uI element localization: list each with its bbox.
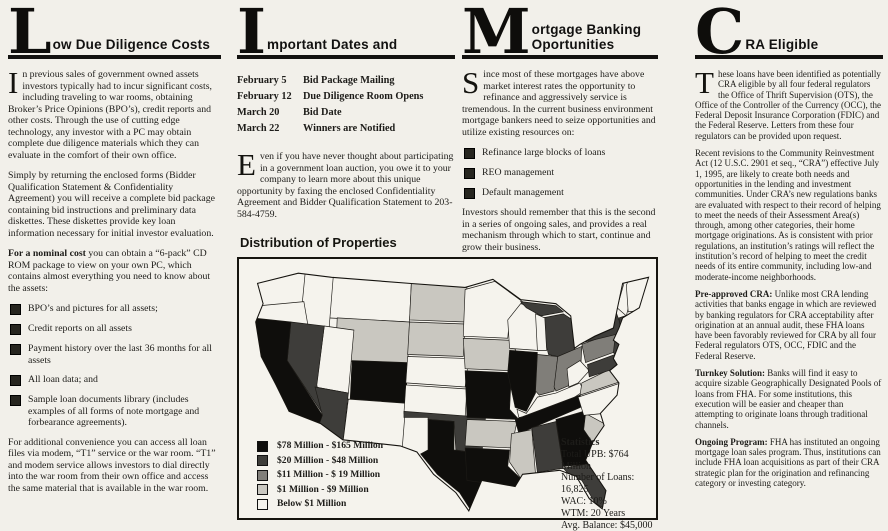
legend-label: $20 Million - $48 Million (277, 454, 379, 466)
date-event: Due Diligence Room Opens (303, 91, 424, 102)
col4-paragraph-5-text: FHA has instituted an ongoing mortgage loan sales program. Thus, institutions can include FHA loan acquisitions as part of their CRA strategic plan for the origination and refinancing category or investing category. (695, 436, 881, 488)
drop-cap-E: E (237, 147, 256, 182)
lake-michigan (536, 314, 547, 351)
legend-row (257, 498, 383, 511)
bullet-text: Refinance large blocks of loans (482, 147, 606, 158)
stat-number-of-loans: Number of Loans: 16,825 (561, 472, 635, 496)
column2-header (237, 0, 455, 69)
legend-swatch-20-48 (257, 455, 268, 466)
col1-paragraph-1-text: n previous sales of government owned assets investors typically had to incur significant costs, including traveling to war rooms, obtaining Broker’s Price Opinions (BPO’s), credit reports and other costs. Through the use of cutting edge technology, any investor with a PC may obtain complete due diligence materials which they can evaluate in the comfort of their own office. (8, 69, 212, 161)
col1-paragraph-3-text: you can obtain a “6-pack” CD ROM package to view on your own PC, which contains almost everything you need to know about the assets: (8, 248, 211, 294)
date-event: Winners are Notified (303, 123, 396, 134)
legend-row (257, 484, 383, 497)
list-item (10, 374, 221, 386)
date-event: Bid Date (303, 107, 342, 118)
state-IL (508, 350, 538, 411)
bullet-text: Payment history over the last 36 months for all assets (28, 343, 212, 366)
date-row (237, 75, 455, 87)
legend-swatch-78-165 (257, 441, 268, 452)
legend-swatch-below-1 (257, 499, 268, 510)
stat-total-upb: Total UPB: $764 Million (561, 448, 629, 472)
square-bullet-icon (10, 375, 21, 386)
legend-swatch-1-9 (257, 484, 268, 495)
state-SD (408, 322, 465, 357)
date-row (237, 91, 455, 103)
header-drop-cap-I: I (237, 0, 265, 69)
date-row (237, 123, 455, 135)
legend-row (257, 440, 383, 453)
square-bullet-icon (10, 324, 21, 335)
date-label: March 20 (237, 107, 280, 118)
col4-paragraph-4-text: Banks will find it easy to acquire sizable Geographically Designated Pools of loans from FHA. For some institutions, this execution will be easier and cheaper than attempting to originate loans through traditional channels. (695, 368, 882, 430)
list-item (464, 147, 658, 159)
legend-label: $11 Million - $ 19 Million (277, 469, 381, 480)
legend-label: Below $1 Million (277, 498, 347, 509)
column3-title (532, 22, 642, 55)
statistics-block (561, 437, 656, 531)
bullet-text: Credit reports on all assets (28, 323, 132, 334)
bullet-text: BPO’s and pictures for all assets; (28, 303, 158, 314)
square-bullet-icon (464, 148, 475, 159)
header-drop-cap-C: C (695, 0, 743, 69)
col4-paragraph-1 (695, 65, 883, 141)
list-item (10, 323, 221, 335)
col1-paragraph-2: Simply by returning the enclosed forms (Bidder Qualification Statement & Confidentiality Agreement) you will receive a complete bid package containing bid instructions and preliminary data diskettes. These diskettes provide key loan information necessary for initial investor evaluation. (8, 170, 216, 239)
column-cra-eligible (695, 0, 883, 495)
date-label: March 22 (237, 123, 280, 134)
date-row (237, 107, 455, 119)
map-title: Distribution of Properties (240, 235, 397, 250)
col1-paragraph-3-lead: For a nominal cost (8, 248, 86, 259)
col3-paragraph-1-text: ince most of these mortgages have above market interest rates the opportunity to refinance and aggressively service is tremendous. In the current business environment mortgage bankers need to seize opportunities and utilize existing resources on: (462, 69, 656, 138)
header-drop-cap-M: M (462, 0, 529, 69)
col4-paragraph-5 (695, 437, 883, 488)
legend-label: $1 Million - $9 Million (277, 483, 369, 495)
col4-paragraph-4-lead: Turnkey Solution: (695, 368, 765, 379)
col1-paragraph-3 (8, 248, 221, 294)
state-NE (406, 357, 469, 387)
drop-cap-I: I (8, 65, 19, 100)
square-bullet-icon (10, 395, 21, 406)
bullet-text: Default management (482, 187, 564, 198)
bullet-text: REO management (482, 167, 555, 178)
column1-title: ow Due Diligence Costs (52, 37, 211, 52)
col4-paragraph-2: Recent revisions to the Community Reinvestment Act (12 U.S.C. 2901 et seq., “CRA”) effective July 1, 1995, are likely to create both needs and opportunities in the lending and investment communities. Under CRA’s new regulations banks are evaluated with respect to their record of helping to meet the needs of their Assessment Area(s) through, among other categories, their home mortgage originations. As is consistent with prior regulations, an institution’s ratings will reflect the institution’s record of helping to meet the credit needs of its entire community, including low-and moderate-income neighborhoods. (695, 148, 881, 282)
drop-cap-T: T (695, 65, 714, 100)
map-legend (257, 440, 383, 513)
column4-header (695, 0, 883, 69)
legend-row (257, 455, 383, 468)
square-bullet-icon (464, 188, 475, 199)
statistics-heading: Statistics (561, 437, 600, 448)
list-item (10, 303, 221, 315)
state-CO (350, 361, 407, 404)
bullet-text: All loan data; and (28, 374, 98, 385)
distribution-map (237, 257, 658, 531)
legend-row (257, 469, 383, 482)
column3-title-line1: ortgage Banking (531, 22, 642, 37)
list-item (10, 394, 221, 429)
col1-paragraph-1 (8, 65, 221, 161)
list-item (464, 167, 658, 179)
col3-paragraph-1 (462, 65, 658, 138)
stat-wtm: WTM: 20 Years (561, 507, 626, 519)
col4-paragraph-5-lead: Ongoing Program: (695, 436, 768, 447)
column-low-due-diligence (8, 0, 221, 503)
column2-title: mportant Dates and (267, 37, 398, 52)
state-NY (584, 310, 623, 343)
column3-title-line2: Oportunities (531, 37, 615, 52)
date-label: February 5 (237, 75, 287, 86)
square-bullet-icon (10, 304, 21, 315)
col4-paragraph-4 (695, 368, 883, 430)
state-NJ (613, 336, 624, 360)
stat-wac: WAC: 10% (561, 495, 607, 507)
list-item (464, 187, 658, 199)
state-IN (536, 354, 558, 395)
column3-header (462, 0, 658, 69)
legend-swatch-11-19 (257, 470, 268, 481)
col2-paragraph (237, 147, 455, 220)
col2-paragraph-text: ven if you have never thought about participating in a government loan auction, you owe it to your company to learn more about this unique opportunity by faxing the enclosed Confidentiality Agreement and Bidder Qualification Statement to 203-584-4759. (237, 151, 454, 220)
state-MS (510, 430, 536, 479)
column-important-dates (237, 0, 455, 229)
square-bullet-icon (464, 168, 475, 179)
drop-cap-S: S (462, 65, 480, 100)
list-item (10, 343, 221, 366)
col4-paragraph-3-lead: Pre-approved CRA: (695, 288, 773, 299)
column4-title: RA Eligible (745, 37, 819, 52)
col4-paragraph-1-text: hese loans have been identified as potentially CRA eligible by all four federal regulators the Office of Thrift Supervision (OTS), the Office of the Controller of the Currency (OCC), the Federal Deposit Insurance Corporation (FDIC) and the Federal Reserve. Letters from these four regulators can be provided upon request. (695, 69, 882, 141)
square-bullet-icon (10, 344, 21, 355)
date-event: Bid Package Mailing (303, 75, 395, 86)
legend-label: $78 Million - $165 Million (277, 440, 384, 451)
header-drop-cap-L: L (8, 0, 50, 69)
stat-avg-balance: Avg. Balance: $45,000 (561, 519, 653, 531)
col3-paragraph-2: Investors should remember that this is the second in a series of ongoing sales, and provides a real mechanism through which to start, continue and grow their business. (462, 207, 656, 253)
state-AR (465, 419, 517, 447)
date-label: February 12 (237, 91, 292, 102)
col4-paragraph-3 (695, 289, 883, 361)
bullet-text: Sample loan documents library (includes examples of all forms of note mortgage and forbearance agreements). (28, 394, 200, 428)
column1-header (8, 0, 221, 69)
column-mortgage-banking (462, 0, 658, 262)
state-ND (410, 283, 467, 322)
col4-paragraph-3-text: Unlike most CRA lending activities that banks engage in which are reviewed by banking regulators for CRA acceptability after origination at an annual audit, these FHA loans have been favorably reviewed for CRA by all four Federal regulators OTS, OCC, FDIC and the Federal Reserve. (695, 288, 877, 361)
col1-paragraph-4: For additional convenience you can access all loan files via modem, “T1” service or the war room. “T1” and modem service allows investors to dial directly into the war room from their own office and access the same material that is available in the war room. (8, 436, 216, 494)
